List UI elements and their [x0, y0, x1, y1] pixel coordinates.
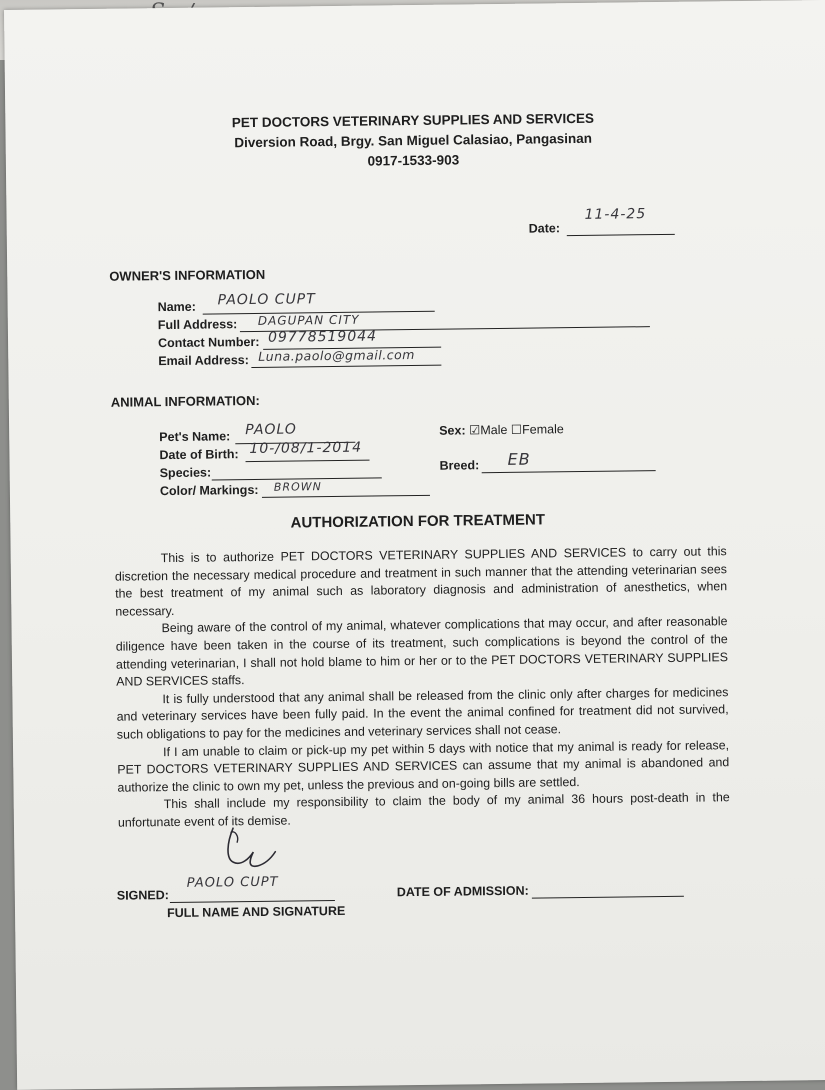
authorization-paragraph: If I am unable to claim or pick-up my pet within 5 days with notice that my animal is ready for release, PET DOCTORS VETERINARY SUPPLIES AND SERVICES can assume that my animal is abandoned and authorize the clinic to own my pet, unless the previous and on-going bills are settled. — [117, 737, 730, 795]
breed-line — [482, 470, 656, 473]
signature-value[interactable]: PAOLO CUPT — [186, 874, 279, 891]
owner-name-label: Name: — [157, 299, 196, 315]
signature-line — [170, 900, 335, 903]
authorization-paragraph: Being aware of the control of my animal, whatever complications that may occur, and after reasonable diligence have been taken in the course of its treatment, such complications is beyond the control of the attending veterinarian, I shall not hold blame to him or her or to the PET DOCTORS VETERINARY SUPPLIES AND SERVICES staffs. — [115, 614, 729, 689]
color-markings-label: Color/ Markings: — [159, 482, 259, 499]
female-option-label: Female — [521, 422, 564, 437]
date-line — [567, 234, 675, 236]
clinic-address: Diversion Road, Brgy. San Miguel Calasiao, Pangasinan — [234, 130, 593, 151]
animal-section-heading: ANIMAL INFORMATION: — [110, 392, 260, 410]
dob-line — [246, 460, 370, 463]
sex-label: Sex: — [439, 423, 466, 438]
owner-address-label: Full Address: — [157, 317, 238, 333]
dob-value[interactable]: 10-/08/1-2014 — [249, 439, 363, 458]
owner-section-heading: OWNER'S INFORMATION — [109, 266, 266, 284]
authorization-paragraph: This is to authorize PET DOCTORS VETERINARY SUPPLIES AND SERVICES to carry out this discretion the necessary medical procedure and treatment in such manner that the attending veterinarian sees the best treatment of my animal such as laboratory diagnosis and administration of anesthetics, when necessary. — [114, 544, 728, 619]
signature-caption: FULL NAME AND SIGNATURE — [166, 903, 346, 921]
owner-email-label: Email Address: — [158, 353, 249, 369]
authorization-body — [115, 543, 730, 832]
admission-date-label: DATE OF ADMISSION: — [396, 883, 529, 900]
female-checkbox[interactable]: ☐ — [510, 422, 523, 437]
consent-form-page — [4, 0, 825, 1090]
clinic-name: PET DOCTORS VETERINARY SUPPLIES AND SERVICES — [231, 110, 594, 131]
authorization-paragraph: This shall include my responsibility to claim the body of my animal 36 hours post-death in the unfortunate event of its demise. — [117, 790, 730, 830]
owner-contact-value[interactable]: 09778519044 — [267, 328, 378, 346]
signed-label: SIGNED: — [116, 888, 170, 903]
color-markings-value[interactable]: BROWN — [273, 480, 322, 494]
dob-label: Date of Birth: — [159, 447, 239, 463]
pet-name-label: Pet's Name: — [159, 429, 231, 445]
breed-label: Breed: — [439, 458, 480, 473]
owner-contact-label: Contact Number: — [157, 334, 260, 351]
authorization-title: AUTHORIZATION FOR TREATMENT — [290, 511, 546, 532]
species-label: Species: — [159, 465, 212, 481]
clinic-phone: 0917-1533-903 — [367, 152, 460, 169]
authorization-paragraph: It is fully understood that any animal shall be released from the clinic only after charges for medicines and veterinary services have been fully paid. In the event the animal confined for treatment did not survived, such obligations to pay for the medicines and veterinary services shall not cease. — [116, 684, 729, 742]
sex-field — [439, 421, 564, 438]
male-checkbox[interactable]: ☑ — [468, 423, 481, 438]
owner-email-value[interactable]: Luna.paolo@gmail.com — [258, 347, 416, 364]
date-value[interactable]: 11-4-25 — [584, 206, 647, 223]
admission-date-line — [532, 896, 684, 899]
date-label: Date: — [528, 221, 561, 236]
pet-name-value[interactable]: PAOLO — [245, 421, 297, 439]
male-option-label: Male — [480, 422, 508, 438]
owner-address-value[interactable]: DAGUPAN CITY — [257, 312, 360, 328]
owner-name-value[interactable]: PAOLO CUPT — [217, 291, 316, 309]
owner-email-line — [251, 365, 441, 368]
signature-mark — [219, 822, 280, 873]
color-markings-line — [262, 495, 430, 498]
breed-value[interactable]: EB — [507, 449, 531, 469]
